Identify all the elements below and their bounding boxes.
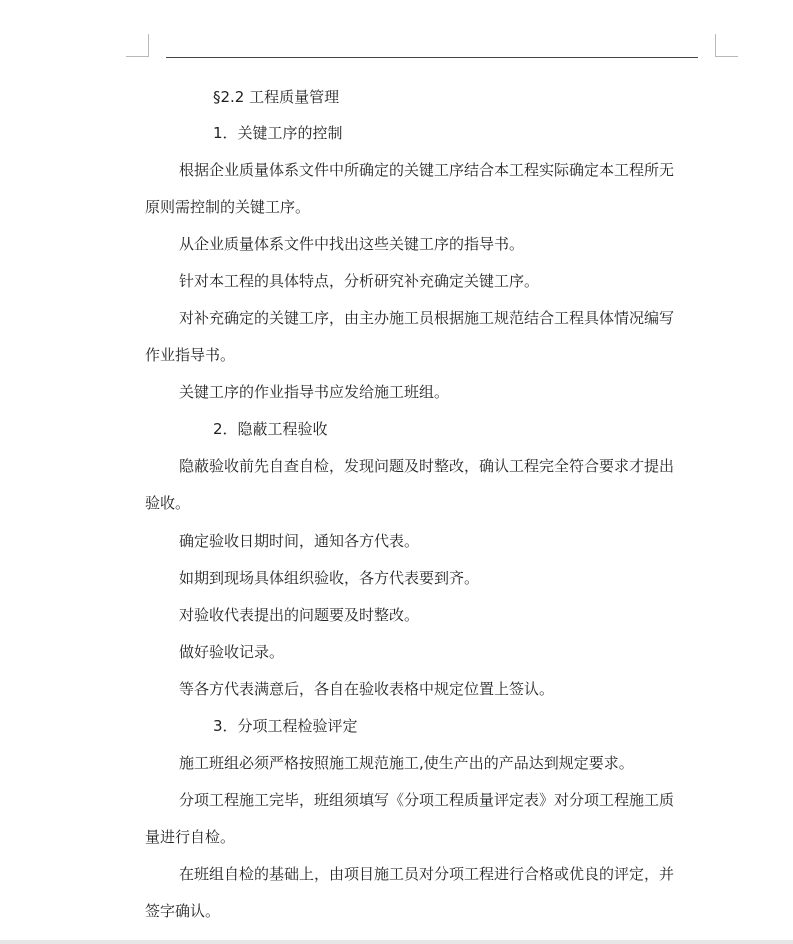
paragraph-line: 等各方代表满意后，各自在验收表格中规定位置上签认。 bbox=[179, 680, 555, 698]
page-bottom-edge bbox=[0, 940, 793, 944]
paragraph-line: 签字确认。 bbox=[145, 902, 221, 920]
paragraph-line: 分项工程施工完毕，班组须填写《分项工程质量评定表》对分项工程施工质 bbox=[179, 791, 675, 809]
paragraph-line: 确定验收日期时间，通知各方代表。 bbox=[179, 532, 420, 550]
paragraph-line: 根据企业质量体系文件中所确定的关键工序结合本工程实际确定本工程所无 bbox=[179, 161, 675, 179]
paragraph-line: 如期到现场具体组织验收，各方代表要到齐。 bbox=[179, 569, 480, 587]
subsection-heading: 2．隐蔽工程验收 bbox=[213, 420, 328, 438]
paragraph-line: 作业指导书。 bbox=[145, 346, 236, 364]
paragraph-line: 对验收代表提出的问题要及时整改。 bbox=[179, 606, 420, 624]
paragraph-line: 量进行自检。 bbox=[145, 828, 236, 846]
paragraph-line: 关键工序的作业指导书应发给施工班组。 bbox=[179, 383, 450, 401]
margin-corner-top-right bbox=[715, 34, 738, 57]
paragraph-line: 从企业质量体系文件中找出这些关键工序的指导书。 bbox=[179, 235, 525, 253]
paragraph-line: 验收。 bbox=[145, 494, 191, 512]
paragraph-line: 隐蔽验收前先自查自检，发现问题及时整改，确认工程完全符合要求才提出 bbox=[179, 457, 675, 475]
paragraph-line: 做好验收记录。 bbox=[179, 643, 285, 661]
section-heading: §2.2 工程质量管理 bbox=[213, 88, 340, 106]
paragraph-line: 在班组自检的基础上，由项目施工员对分项工程进行合格或优良的评定，并 bbox=[179, 865, 675, 883]
margin-corner-top-left bbox=[126, 34, 149, 57]
paragraph-line: 施工班组必须严格按照施工规范施工,使生产出的产品达到规定要求。 bbox=[179, 754, 634, 772]
paragraph-line: 对补充确定的关键工序，由主办施工员根据施工规范结合工程具体情况编写 bbox=[179, 309, 675, 327]
subsection-heading: 1．关键工序的控制 bbox=[213, 124, 343, 142]
paragraph-line: 原则需控制的关键工序。 bbox=[145, 198, 311, 216]
subsection-heading: 3．分项工程检验评定 bbox=[213, 717, 358, 735]
paragraph-line: 针对本工程的具体特点，分析研究补充确定关键工序。 bbox=[179, 272, 540, 290]
header-rule bbox=[166, 57, 698, 58]
